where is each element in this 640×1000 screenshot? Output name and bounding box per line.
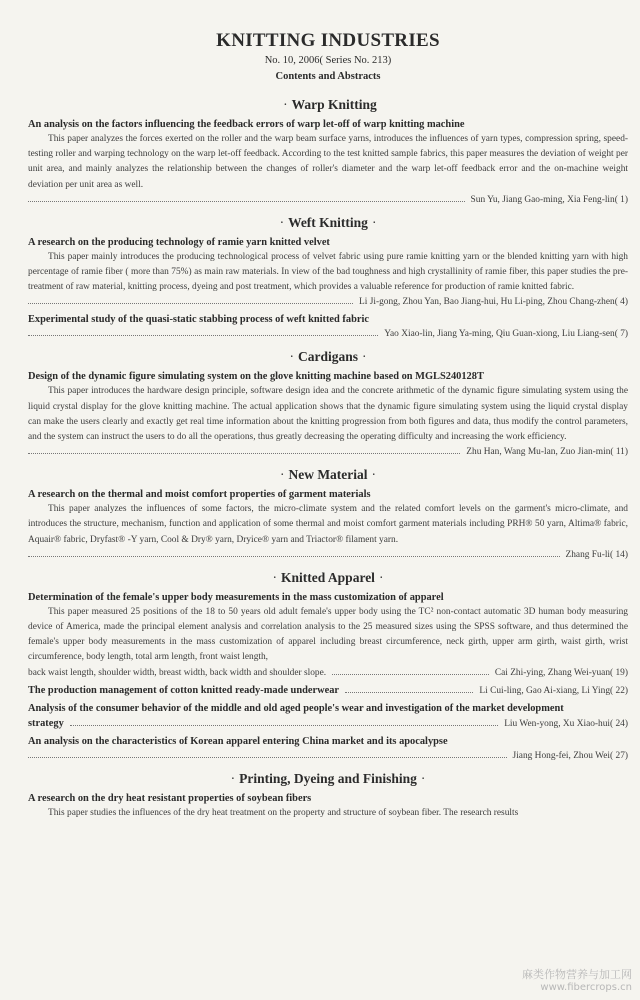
article-abstract: This paper studies the influences of the dry heat treatment on the property and structure of soybean fiber. The research results — [48, 807, 519, 818]
section-heading-printing-dyeing-finishing: · Printing, Dyeing and Finishing · — [230, 770, 426, 786]
section-heading-weft-knitting: · Weft Knitting · — [279, 214, 377, 230]
dot-leader — [332, 673, 489, 675]
article-authors: Sun Yu, Jiang Gao-ming, Xia Feng-lin( 1) — [470, 194, 628, 205]
article-title: Design of the dynamic figure simulating system on the glove knitting machine based on MGLS240128T — [28, 371, 484, 383]
contents-label: Contents and Abstracts — [275, 71, 381, 82]
dot-leader — [28, 756, 507, 758]
article-authors: Li Cui-ling, Gao Ai-xiang, Li Ying( 22) — [479, 685, 628, 696]
watermark-text: 麻类作物营养与加工网 — [522, 968, 632, 981]
article-byline — [28, 548, 628, 563]
article-title: Analysis of the consumer behavior of the middle and old aged people's wear and investigation of the market development — [28, 702, 564, 714]
article-underwear-management — [28, 683, 628, 699]
dot-leader — [28, 452, 460, 454]
section-heading-new-material: · New Material · — [279, 467, 377, 483]
dot-leader — [28, 334, 378, 336]
article-authors: Liu Wen-yong, Xu Xiao-hui( 24) — [504, 718, 628, 729]
article-authors: Zhu Han, Wang Mu-lan, Zuo Jian-min( 11) — [466, 447, 628, 458]
article-abstract: This paper introduces the hardware design principle, software design idea and the concrete arithmetic of the dynamic figure simulating system using the liquid crystal display for the glove knitting machine. The actual application shows that the dynamic figure simulating system using the liquid crystal display can make the users clearly and exactly get real time information about the knitting progression from both figures and data, thus modify the control parameters, and the system can instruct the users to do all the operations, thus greatly decreasing the operating difficulty and increasing the work efficiency. — [28, 386, 628, 443]
dot-leader — [28, 302, 353, 304]
article-abstract-end — [28, 666, 628, 681]
dot-leader — [28, 200, 465, 202]
article-abstract: This paper analyzes the influences of some factors, the micro-climate system and the related comfort levels on the garment's micro-climate, and introduces the structure, mechanism, function and application of some thermal and moist comfort garment materials including PRH® 50 yarn, Altima® fabric, Aquair® fabric, Dryfast® -Y yarn, Cool & Dry® yarn, Dryice® yarn and Triactor® filament yarn. — [28, 504, 628, 545]
article-byline — [28, 193, 628, 208]
contents-page — [28, 30, 628, 823]
article-byline — [28, 295, 628, 310]
article-title: An analysis on the factors influencing the feedback errors of warp let-off of warp knitting machine — [28, 119, 465, 130]
article-stabbing-process — [28, 312, 628, 342]
article-consumer-behavior — [28, 701, 628, 732]
article-title: The production management of cotton knitted ready-made underwear — [28, 684, 340, 696]
article-ramie-velvet — [28, 235, 628, 311]
section-heading-cardigans: · Cardigans · — [289, 349, 367, 365]
issue-number: No. 10, 2006( Series No. 213) — [264, 55, 392, 66]
article-comfort-materials — [28, 487, 628, 563]
abstract-last-line: back waist length, shoulder width, breast width, back width and shoulder slope. — [28, 667, 327, 678]
article-abstract: This paper measured 25 positions of the 18 to 50 years old adult female's upper body using the TC² non-contact automatic 3D human body measuring device of America, made the principal element analysis and correlation analysis to the 25 measured sizes using the SPSS software, and thus determined the female's upper body measurements in the mass customization of apparel including breast circumference, neck girth, upper arm girth, waist girth, wrist circumference, body length, total arm length, front waist length, — [28, 606, 628, 663]
journal-title: KNITTING INDUSTRIES — [216, 30, 440, 51]
article-title: Determination of the female's upper body measurements in the mass customization of apparel — [28, 591, 444, 603]
article-korean-apparel — [28, 734, 628, 764]
article-byline — [28, 749, 628, 764]
article-warp-letoff — [28, 117, 628, 208]
section-heading-knitted-apparel: · Knitted Apparel · — [272, 569, 384, 585]
dot-leader — [28, 555, 560, 557]
article-glove-figure-system — [28, 369, 628, 460]
article-authors: Yao Xiao-lin, Jiang Ya-ming, Qiu Guan-xiong, Liu Liang-sen( 7) — [384, 329, 628, 340]
dot-leader — [345, 691, 473, 693]
dot-leader — [70, 724, 498, 726]
article-title: An analysis on the characteristics of Korean apparel entering China market and its apocalypse — [28, 735, 448, 747]
article-soybean-fibers — [28, 791, 628, 821]
article-authors: Li Ji-gong, Zhou Yan, Bao Jiang-hui, Hu Li-ping, Zhou Chang-zhen( 4) — [359, 297, 628, 308]
article-authors: Jiang Hong-fei, Zhou Wei( 27) — [512, 750, 628, 761]
article-abstract: This paper mainly introduces the producing technological process of velvet fabric using pure ramie knitting yarn or the blended knitting yarn with high percentage of ramie fiber ( more than 75%) as main raw materials. In view of the bad toughness and high crystallinity of ramie fiber, this paper studies the pre-treatment of raw material, knitting process, dyeing and post treatment, which provides a valuable reference for production of ramie knitted fabric. — [28, 251, 628, 293]
article-title: Experimental study of the quasi-static stabbing process of weft knitted fabric — [28, 314, 369, 326]
watermark-url: www.fibercrops.cn — [540, 982, 632, 993]
section-heading-warp-knitting: · Warp Knitting — [283, 97, 377, 112]
article-byline — [28, 327, 628, 342]
article-authors: Zhang Fu-li( 14) — [565, 549, 628, 560]
article-authors: Cai Zhi-ying, Zhang Wei-yuan( 19) — [494, 667, 628, 678]
article-title-continued: strategy — [28, 717, 64, 729]
article-title-row — [28, 683, 628, 699]
article-title: A research on the producing technology of ramie yarn knitted velvet — [28, 236, 330, 248]
site-watermark — [522, 968, 632, 994]
article-title: A research on the dry heat resistant properties of soybean fibers — [28, 792, 312, 804]
article-byline — [28, 445, 628, 460]
article-female-measurements — [28, 590, 628, 681]
article-abstract: This paper analyzes the forces exerted on the roller and the warp beam surface yarns, introduces the influences of yarn types, compression spring, speed-testing roller and warping technology on the warp let-off feedback. According to the test knitted sample fabrics, this paper measures the deviation of weight per unit area, and mainly analyzes the relationship between the changes of roller's diameter and the warp let-off feedback error and the on-machine weight deviation per unit area as well. — [28, 134, 628, 190]
article-title: A research on the thermal and moist comfort properties of garment materials — [28, 489, 371, 501]
article-title-row — [28, 716, 628, 732]
